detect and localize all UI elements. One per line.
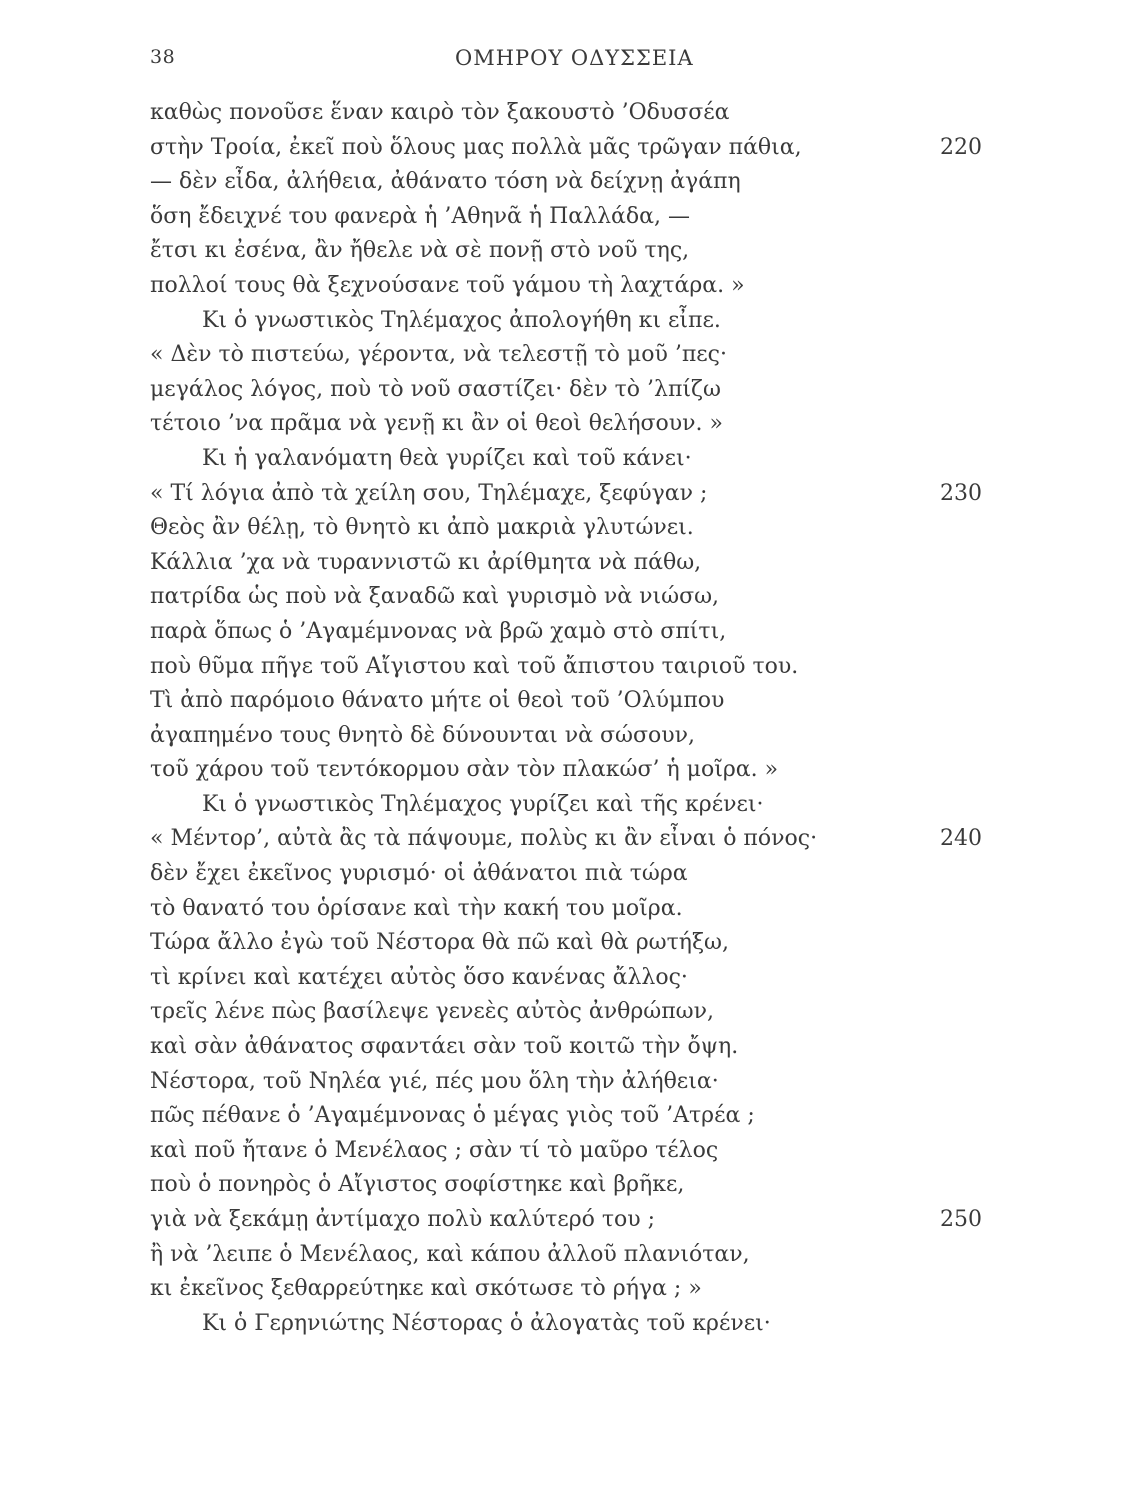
verse-line-text: — δὲν εἶδα, ἀλήθεια, ἀθάνατο τόση νὰ δείχνῃ ἀγάπη	[150, 169, 741, 195]
verse-line-text: Θεὸς ἂν θέλῃ, τὸ θνητὸ κι ἀπὸ μακριὰ γλυτώνει.	[150, 515, 694, 541]
verse-line-text: ἀγαπημένο τους θνητὸ δὲ δύνουνται νὰ σώσουν,	[150, 722, 695, 748]
verse-line	[150, 546, 1000, 581]
verse-line	[150, 788, 1000, 823]
verse-line-text: πατρίδα ὡς ποὺ νὰ ξαναδῶ καὶ γυρισμὸ νὰ νιώσω,	[150, 584, 720, 610]
verse-line	[150, 1272, 1000, 1307]
verse-line-text: καὶ σὰν ἀθάνατος σφαντάει σὰν τοῦ κοιτῶ τὴν ὄψη.	[150, 1034, 739, 1060]
verse-line	[150, 304, 1000, 339]
verse-line-text: μεγάλος λόγος, ποὺ τὸ νοῦ σαστίζει· δὲν τὸ ’λπίζω	[150, 376, 721, 402]
verse-line	[150, 1134, 1000, 1169]
verse-line-text: « Μέντορ’, αὐτὰ ἂς τὰ πάψουμε, πολὺς κι ἂν εἶναι ὁ πόνος·	[150, 826, 818, 852]
verse-line	[150, 892, 1000, 927]
verse-line-text: Τώρα ἄλλο ἐγὼ τοῦ Νέστορα θὰ πῶ καὶ θὰ ρωτήξω,	[150, 930, 729, 956]
verse-line	[150, 131, 1000, 166]
verse-line-text: τρεῖς λένε πὼς βασίλεψε γενεὲς αὐτὸς ἀνθρώπων,	[150, 999, 714, 1025]
verse-line	[150, 995, 1000, 1030]
verse-line	[150, 926, 1000, 961]
verse-line	[150, 477, 1000, 512]
verse-line	[150, 1307, 1000, 1342]
verse-line	[150, 511, 1000, 546]
verse-text	[150, 96, 1000, 1341]
verse-line	[150, 650, 1000, 685]
verse-line-text: Κι ὁ γνωστικὸς Τηλέμαχος ἀπολογήθη κι εἶπε.	[202, 307, 721, 333]
verse-line	[150, 165, 1000, 200]
verse-line	[150, 442, 1000, 477]
verse-line-text: καὶ ποῦ ἤτανε ὁ Μενέλαος ; σὰν τί τὸ μαῦρο τέλος	[150, 1137, 719, 1163]
line-number: 250	[940, 1207, 982, 1232]
verse-line	[150, 615, 1000, 650]
verse-line	[150, 857, 1000, 892]
verse-line-text: δὲν ἔχει ἐκεῖνος γυρισμό· οἱ ἀθάνατοι πιὰ τώρα	[150, 861, 688, 887]
line-number: 220	[940, 134, 982, 160]
verse-line	[150, 234, 1000, 269]
verse-line-text: Κι ὁ γνωστικὸς Τηλέμαχος γυρίζει καὶ τῆς κρένει·	[202, 791, 764, 817]
verse-line-text: ὅση ἔδειχνέ του φανερὰ ἡ ’Αθηνᾶ ἡ Παλλάδα, —	[150, 203, 690, 229]
verse-line	[150, 1168, 1000, 1203]
verse-line	[150, 753, 1000, 788]
verse-line-text: Νέστορα, τοῦ Νηλέα γιέ, πές μου ὅλη τὴν ἀλήθεια·	[150, 1068, 719, 1094]
line-number: 230	[940, 480, 982, 506]
verse-line-text: Κάλλια ’χα νὰ τυραννιστῶ κι ἀρίθμητα νὰ πάθω,	[150, 549, 702, 575]
verse-line	[150, 200, 1000, 235]
verse-line-text: Κι ἡ γαλανόματη θεὰ γυρίζει καὶ τοῦ κάνει·	[202, 445, 692, 471]
verse-line	[150, 684, 1000, 719]
verse-line	[150, 1065, 1000, 1100]
verse-line-text: κι ἐκεῖνος ξεθαρρεύτηκε καὶ σκότωσε τὸ ρήγα ; »	[150, 1276, 702, 1302]
verse-line	[150, 338, 1000, 373]
verse-line	[150, 1238, 1000, 1273]
verse-line-text: ποὺ θῦμα πῆγε τοῦ Αἴγιστου καὶ τοῦ ἄπιστου ταιριοῦ του.	[150, 653, 799, 679]
verse-line	[150, 407, 1000, 442]
verse-line-text: τὸ θανατό του ὁρίσανε καὶ τὴν κακή του μοῖρα.	[150, 895, 683, 921]
verse-line	[150, 1203, 1000, 1238]
verse-line-text: στὴν Τροία, ἐκεῖ ποὺ ὅλους μας πολλὰ μᾶς τρῶγαν πάθια,	[150, 134, 802, 160]
verse-line-text: ποὺ ὁ πονηρὸς ὁ Αἴγιστος σοφίστηκε καὶ βρῆκε,	[150, 1172, 685, 1198]
page-number: 38	[150, 46, 176, 68]
verse-line	[150, 373, 1000, 408]
verse-line-text: « Δὲν τὸ πιστεύω, γέροντα, νὰ τελεστῇ τὸ μοῦ ’πες·	[150, 342, 727, 368]
verse-line-text: « Τί λόγια ἀπὸ τὰ χείλη σου, Τηλέμαχε, ξεφύγαν ;	[150, 480, 708, 506]
verse-line-text: καθὼς πονοῦσε ἕναν καιρὸ τὸν ξακουστὸ ’Οδυσσέα	[150, 100, 730, 125]
verse-line	[150, 580, 1000, 615]
verse-line-text: Τὶ ἀπὸ παρόμοιο θάνατο μήτε οἱ θεοὶ τοῦ ’Ολύμπου	[150, 688, 725, 714]
verse-line-text: τοῦ χάρου τοῦ τεντόκορμου σὰν τὸν πλακώσ’ ἡ μοῖρα. »	[150, 757, 779, 783]
verse-line	[150, 719, 1000, 754]
verse-line-text: πολλοί τους θὰ ξεχνούσανε τοῦ γάμου τὴ λαχτάρα. »	[150, 272, 745, 298]
verse-line-text: τέτοιο ’να πρᾶμα νὰ γενῇ κι ἂν οἱ θεοὶ θελήσουν. »	[150, 411, 723, 437]
verse-line	[150, 269, 1000, 304]
verse-line-text: γιὰ νὰ ξεκάμῃ ἀντίμαχο πολὺ καλύτερό του ;	[150, 1207, 656, 1232]
verse-line-text: παρὰ ὅπως ὁ ’Αγαμέμνονας νὰ βρῶ χαμὸ στὸ σπίτι,	[150, 618, 727, 644]
verse-line-text: ἢ νὰ ’λειπε ὁ Μενέλαος, καὶ κάπου ἀλλοῦ πλανιόταν,	[150, 1241, 750, 1267]
verse-line-text: πῶς πέθανε ὁ ’Αγαμέμνονας ὁ μέγας γιὸς τοῦ ’Ατρέα ;	[150, 1103, 755, 1129]
verse-line	[150, 1099, 1000, 1134]
verse-line-text: ἔτσι κι ἐσένα, ἂν ἤθελε νὰ σὲ πονῇ στὸ νοῦ της,	[150, 238, 690, 264]
running-title: ΟΜΗΡΟΥ ΟΔΥΣΣΕΙΑ	[455, 46, 694, 70]
verse-line	[150, 1030, 1000, 1065]
verse-line-text: Κι ὁ Γερηνιώτης Νέστορας ὁ ἀλογατὰς τοῦ κρένει·	[202, 1310, 771, 1336]
verse-line	[150, 961, 1000, 996]
verse-line	[150, 822, 1000, 857]
verse-line-text: τὶ κρίνει καὶ κατέχει αὐτὸς ὅσο κανένας ἄλλος·	[150, 964, 688, 990]
verse-line	[150, 96, 1000, 131]
line-number: 240	[940, 826, 982, 852]
